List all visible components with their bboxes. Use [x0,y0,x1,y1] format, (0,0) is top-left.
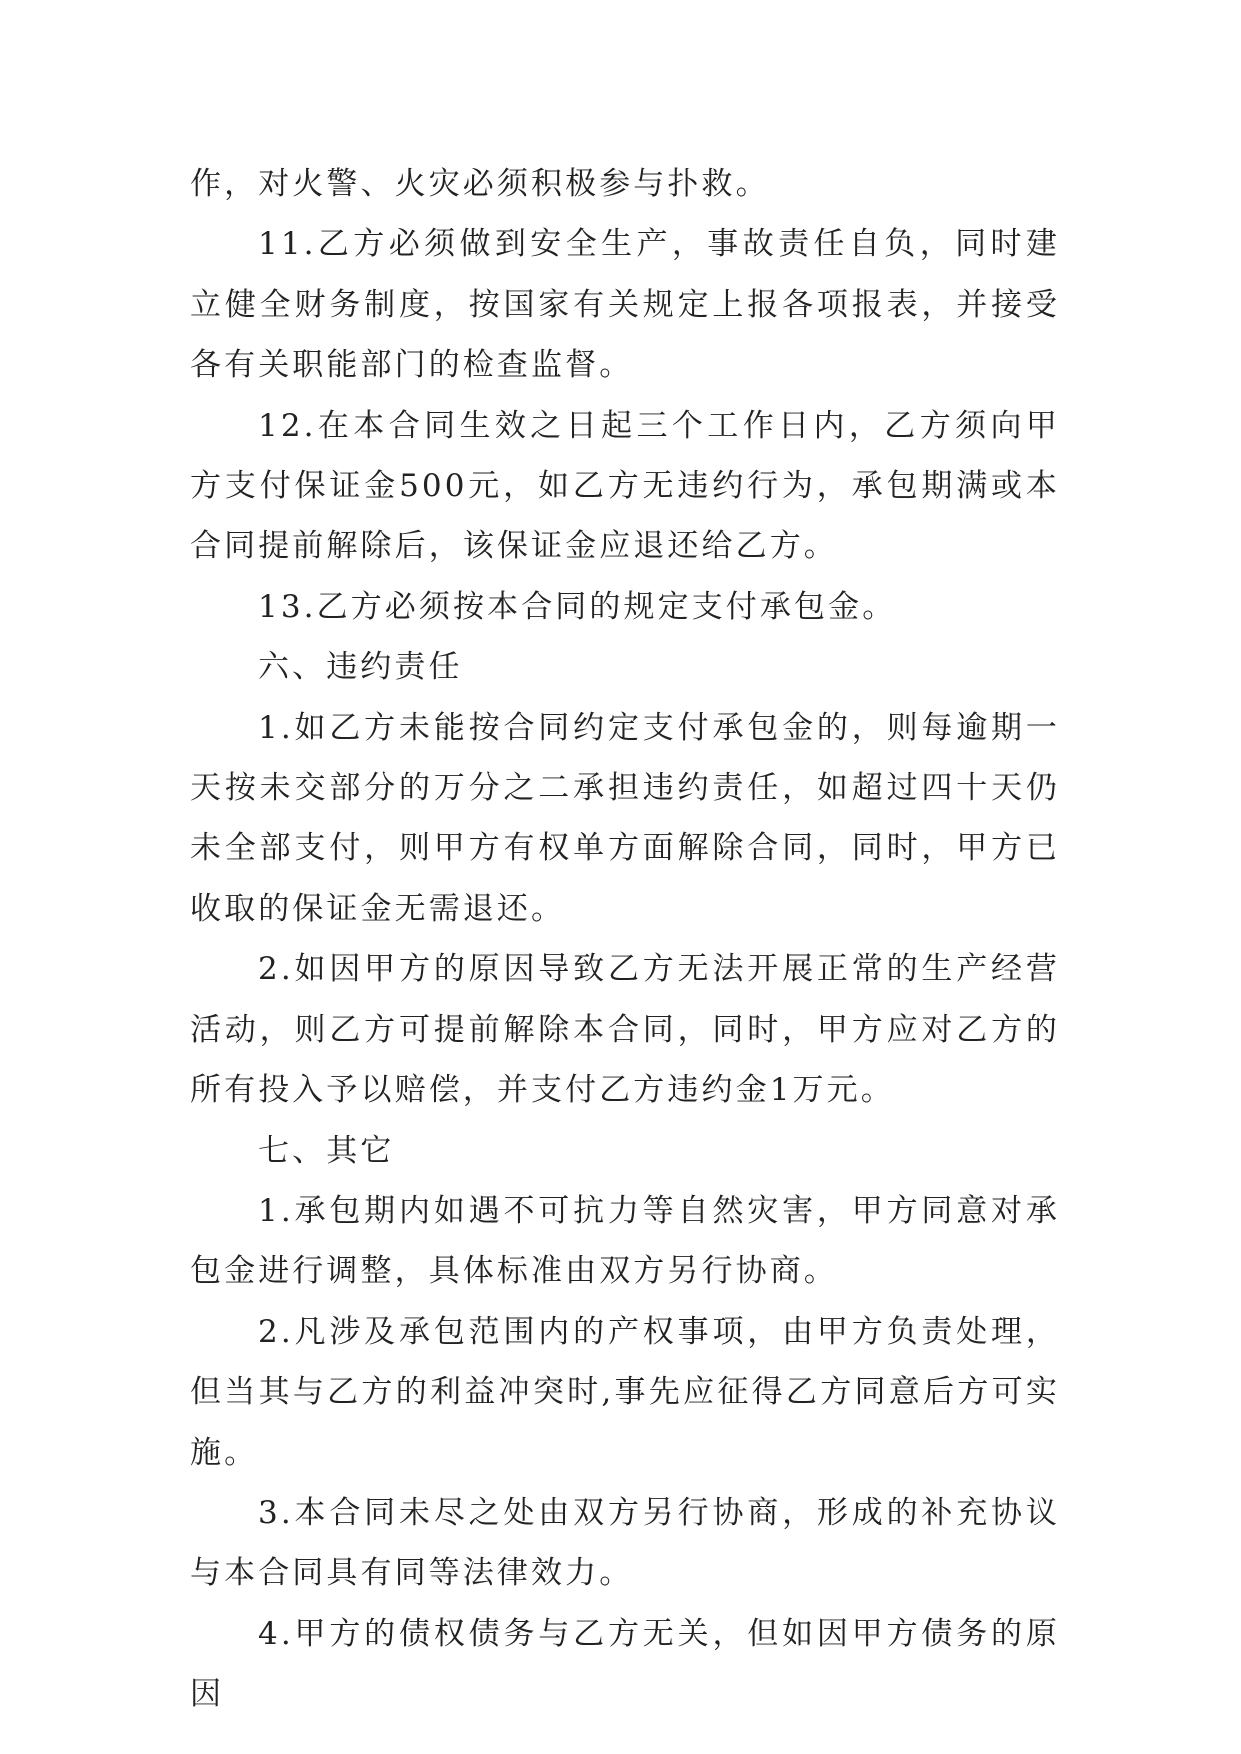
paragraph-other-3: 3.本合同未尽之处由双方另行协商，形成的补充协议与本合同具有同等法律效力。 [190,1494,1060,1592]
paragraph-other-1: 1.承包期内如遇不可抗力等自然灾害，甲方同意对承包金进行调整，具体标准由双方另行协商。 [190,1192,1060,1290]
paragraph-continuation: 作，对火警、火灾必须积极参与扑救。 [190,166,770,202]
paragraph-other-4: 4.甲方的债权债务与乙方无关，但如因甲方债务的原因 [190,1615,1060,1713]
section-heading-breach: 六、违约责任 [258,649,463,686]
paragraph-clause-12: 12.在本合同生效之日起三个工作日内，乙方须向甲方支付保证金500元，如乙方无违约行为，承包期满或本合同提前解除后，该保证金应退还给乙方。 [190,407,1060,565]
paragraph-breach-1: 1.如乙方未能按合同约定支付承包金的，则每逾期一天按未交部分的万分之二承担违约责任，如超过四十天仍未全部支付，则甲方有权单方面解除合同，同时，甲方已收取的保证金无需退还。 [190,709,1060,927]
document-body [190,154,1060,1725]
paragraph-clause-11: 11.乙方必须做到安全生产，事故责任自负，同时建立健全财务制度，按国家有关规定上报各项报表，并接受各有关职能部门的检查监督。 [190,226,1060,384]
paragraph-clause-13: 13.乙方必须按本合同的规定支付承包金。 [258,588,897,625]
paragraph-other-2: 2.凡涉及承包范围内的产权事项，由甲方负责处理，但当其与乙方的利益冲突时,事先应征得乙方同意后方可实施。 [190,1313,1060,1471]
paragraph-breach-2: 2.如因甲方的原因导致乙方无法开展正常的生产经营活动，则乙方可提前解除本合同，同时，甲方应对乙方的所有投入予以赔偿，并支付乙方违约金1万元。 [190,951,1060,1109]
section-heading-other: 七、其它 [258,1132,395,1169]
